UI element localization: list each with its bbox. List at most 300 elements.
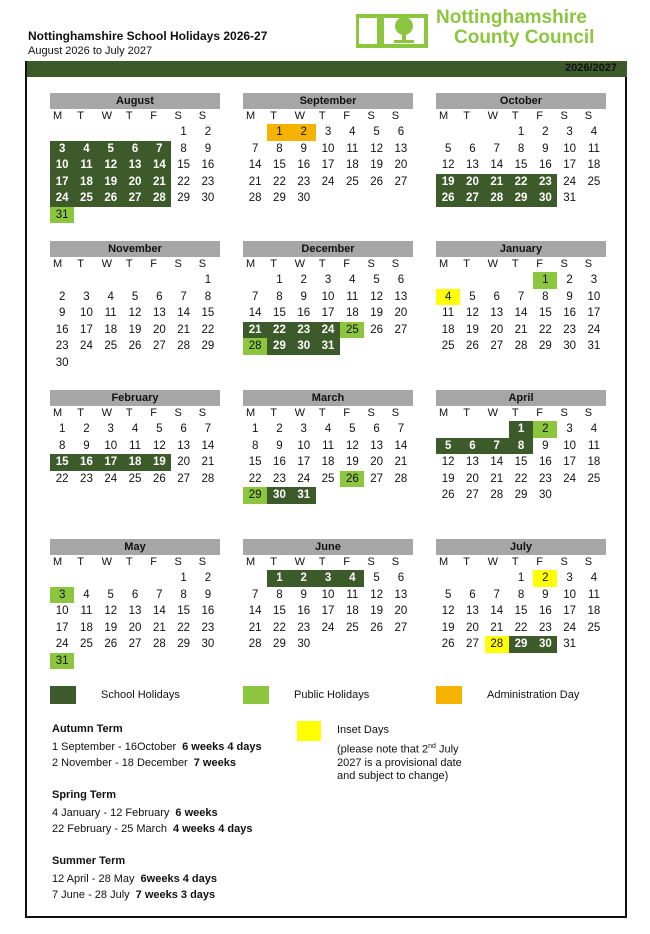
day-cell: 28 [201,472,215,485]
weekday-label: S [560,407,568,419]
day-cell: 20 [466,472,479,485]
day-cell: 7 [493,588,500,601]
day-cell: 24 [321,175,335,188]
day-grid [50,272,220,371]
day-cell: 19 [128,323,142,336]
day-cell: 14 [248,159,262,171]
day-cell: 13 [370,439,384,452]
day-cell: 27 [177,472,191,485]
month-september [243,93,413,207]
day-cell: 31 [316,338,340,355]
weekday-label: F [343,407,350,419]
day-cell: 20 [490,323,504,336]
weekday-label: M [439,258,449,270]
day-cell: 16 [74,454,98,471]
day-cell: 6 [156,290,163,303]
day-cell: 3 [590,274,598,286]
weekday-label: T [318,110,326,122]
day-cell: 8 [180,588,187,601]
weekday-label: T [511,110,519,122]
weekday-label: S [198,258,207,270]
day-cell: 10 [587,290,601,303]
month-name: October [436,93,606,109]
day-cell: 4 [590,126,598,138]
day-cell: 14 [152,605,166,617]
day-cell: 20 [394,307,408,319]
day-cell: 9 [58,307,66,319]
day-cell: 5 [436,438,460,455]
weekday-label: T [511,258,519,270]
day-cell: 12 [370,142,384,155]
day-cell: 26 [104,638,118,650]
weekday-label: W [101,110,112,122]
year-band [27,61,627,77]
weekday-label: W [294,110,305,122]
day-cell: 7 [180,290,187,303]
day-cell: 11 [322,439,335,452]
weekday-label: S [198,556,207,568]
day-grid [243,124,413,207]
term-row: 22 February - 25 March 4 weeks 4 days [52,823,253,835]
day-cell: 1 [509,421,533,438]
day-cell: 10 [563,142,577,155]
weekday-label: T [77,258,85,270]
day-cell: 7 [156,588,163,601]
day-cell: 22 [273,175,286,188]
day-cell: 24 [587,323,601,336]
day-cell: 4 [349,126,356,138]
weekday-label: S [174,110,182,122]
month-name: June [243,539,413,555]
day-cell: 5 [131,290,139,303]
day-cell: 1 [517,572,525,584]
day-cell: 27 [466,489,479,501]
day-cell: 18 [80,621,93,634]
day-cell: 25 [587,175,601,188]
day-cell: 15 [177,605,191,617]
day-cell: 28 [485,636,509,653]
day-cell: 2 [542,126,549,138]
empty-cell [50,570,74,587]
day-cell: 28 [514,340,528,352]
day-cell: 17 [563,456,577,468]
day-cell: 9 [204,142,212,155]
day-cell: 31 [292,487,316,504]
day-cell: 25 [321,472,335,485]
weekday-label: W [294,407,305,419]
weekday-header [50,257,220,272]
day-grid [436,570,606,653]
day-cell: 26 [152,472,166,485]
day-cell: 5 [373,572,380,584]
day-grid [243,421,413,504]
day-cell: 16 [201,605,215,617]
day-cell: 22 [201,323,215,336]
day-cell: 28 [243,338,267,355]
day-cell: 5 [99,141,123,158]
day-cell: 19 [441,621,455,634]
day-cell: 24 [50,190,74,207]
day-cell: 25 [345,175,359,188]
day-cell: 26 [370,175,384,188]
weekday-label: M [53,258,63,270]
day-cell: 21 [243,322,267,339]
day-cell: 11 [129,439,142,452]
day-cell: 18 [587,159,601,171]
day-cell: 19 [99,174,123,191]
term-row: 1 September - 16October 6 weeks 4 days [52,741,262,753]
day-cell: 28 [152,638,166,650]
weekday-label: S [174,258,182,270]
day-cell: 4 [349,274,356,286]
day-cell: 22 [273,621,286,634]
weekday-label: S [367,556,375,568]
day-cell: 29 [267,338,291,355]
day-cell: 13 [490,307,504,319]
day-cell: 7 [251,290,259,303]
day-cell: 6 [493,290,500,303]
day-cell: 23 [297,175,311,188]
day-cell: 30 [201,638,215,650]
day-cell: 18 [441,323,455,336]
day-cell: 4 [340,570,364,587]
day-cell: 3 [566,572,573,584]
day-cell: 10 [321,290,335,303]
day-cell: 11 [587,439,600,452]
day-grid [436,272,606,355]
weekday-label: T [125,110,133,122]
day-cell: 28 [485,190,509,207]
empty-cell [99,124,123,141]
day-cell: 5 [156,423,163,435]
empty-cell [123,272,147,289]
day-cell: 5 [469,290,476,303]
day-cell: 12 [370,588,384,601]
empty-cell [485,272,509,289]
day-cell: 6 [469,142,476,155]
day-cell: 3 [50,141,74,158]
day-cell: 6 [180,423,187,435]
day-cell: 17 [99,454,123,471]
day-cell: 6 [123,141,147,158]
day-cell: 1 [251,423,259,435]
empty-cell [243,124,267,141]
weekday-label: F [343,258,350,270]
weekday-label: T [511,556,519,568]
weekday-label: S [174,407,182,419]
weekday-label: S [584,556,593,568]
weekday-label: M [246,258,256,270]
day-cell: 5 [373,274,380,286]
day-cell: 19 [147,454,171,471]
day-cell: 7 [251,142,259,155]
weekday-header [50,406,220,421]
weekday-label: W [487,556,498,568]
day-cell: 11 [346,588,359,601]
council-logo [356,8,626,52]
day-cell: 15 [273,159,286,171]
day-cell: 13 [466,605,479,617]
empty-cell [243,570,267,587]
day-cell: 22 [177,175,191,188]
weekday-label: T [77,556,85,568]
weekday-label: S [560,110,568,122]
day-cell: 2 [83,423,90,435]
day-cell: 9 [566,290,573,303]
weekday-header [436,555,606,570]
day-cell: 18 [587,605,601,617]
day-grid [50,570,220,669]
day-cell: 24 [321,621,335,634]
empty-cell [123,570,147,587]
day-cell: 3 [566,126,573,138]
day-cell: 15 [50,454,74,471]
weekday-label: W [487,258,498,270]
day-cell: 23 [533,174,557,191]
empty-cell [147,124,171,141]
day-cell: 22 [538,323,552,336]
day-cell: 16 [538,456,552,468]
day-cell: 3 [324,274,332,286]
day-cell: 21 [394,456,408,468]
term-summer [52,855,217,905]
day-cell: 27 [394,175,408,188]
weekday-label: M [53,110,63,122]
day-cell: 15 [514,456,528,468]
day-cell: 13 [466,159,479,171]
day-cell: 4 [590,423,598,435]
weekday-label: M [246,110,256,122]
day-cell: 21 [248,175,262,188]
day-cell: 22 [55,472,69,485]
day-cell: 8 [509,438,533,455]
empty-cell [243,272,267,289]
empty-cell [436,272,460,289]
day-cell: 8 [276,142,283,155]
day-cell: 21 [201,456,215,468]
day-cell: 7 [485,438,509,455]
month-june [243,539,413,653]
month-name: February [50,390,220,406]
day-cell: 28 [147,190,171,207]
weekday-label: S [391,110,400,122]
day-cell: 27 [394,323,408,336]
day-cell: 23 [201,175,215,188]
day-cell: 12 [104,605,118,617]
day-cell: 2 [58,290,66,303]
day-cell: 16 [273,456,286,468]
month-july [436,539,606,653]
day-cell: 26 [99,190,123,207]
day-cell: 8 [517,588,525,601]
day-cell: 2 [204,572,212,584]
page-subtitle: August 2026 to July 2027 [28,45,153,57]
day-cell: 7 [147,141,171,158]
weekday-label: S [174,556,182,568]
empty-cell [460,570,484,587]
day-cell: 19 [370,307,384,319]
day-cell: 25 [345,621,359,634]
day-cell: 20 [152,323,166,336]
weekday-label: F [150,556,157,568]
day-cell: 30 [538,489,552,501]
day-cell: 8 [542,290,549,303]
day-cell: 25 [587,621,601,634]
term-autumn [52,723,262,773]
day-cell: 4 [107,290,114,303]
day-cell: 8 [276,588,283,601]
day-cell: 28 [177,340,191,352]
day-cell: 21 [147,174,171,191]
weekday-header [243,555,413,570]
logo-line-2: County Council [454,27,595,48]
day-cell: 9 [300,588,307,601]
day-cell: 12 [152,439,166,452]
day-cell: 21 [485,174,509,191]
day-cell: 17 [80,323,93,336]
day-cell: 26 [466,340,479,352]
day-cell: 16 [538,159,552,171]
day-cell: 2 [533,570,557,587]
empty-cell [485,124,509,141]
day-cell: 3 [83,290,90,303]
day-cell: 30 [533,636,557,653]
month-name: April [436,390,606,406]
day-cell: 15 [248,456,262,468]
legend-label-inset-days: Inset Days [337,724,389,736]
day-cell: 24 [563,472,577,485]
day-cell: 8 [58,439,66,452]
empty-cell [147,570,171,587]
empty-cell [460,124,484,141]
day-cell: 24 [55,638,69,650]
day-cell: 13 [466,456,479,468]
empty-cell [485,570,509,587]
month-august [50,93,220,223]
empty-cell [147,272,171,289]
empty-cell [74,272,98,289]
empty-cell [171,272,195,289]
day-cell: 28 [248,638,262,650]
month-name: January [436,241,606,257]
day-cell: 12 [345,439,359,452]
day-cell: 19 [370,159,384,171]
weekday-label: T [77,110,85,122]
weekday-label: W [294,556,305,568]
day-cell: 3 [300,423,307,435]
day-cell: 17 [563,605,577,617]
day-cell: 14 [490,605,504,617]
day-cell: 4 [324,423,332,435]
day-cell: 14 [201,439,215,452]
day-cell: 11 [442,307,455,319]
day-cell: 13 [394,290,408,303]
day-cell: 3 [316,570,340,587]
day-cell: 5 [373,126,380,138]
day-cell: 14 [177,307,191,319]
day-cell: 30 [533,190,557,207]
day-cell: 25 [128,472,142,485]
day-cell: 12 [370,290,384,303]
month-october [436,93,606,207]
month-march [243,390,413,504]
month-name: July [436,539,606,555]
day-cell: 21 [514,323,528,336]
weekday-label: F [536,110,543,122]
weekday-header [436,257,606,272]
day-cell: 16 [201,159,215,171]
weekday-label: T [318,556,326,568]
day-cell: 27 [370,472,384,485]
day-cell: 29 [509,190,533,207]
day-cell: 20 [466,621,479,634]
weekday-label: S [391,556,400,568]
empty-cell [99,570,123,587]
day-cell: 25 [104,340,118,352]
day-cell: 9 [542,439,549,452]
weekday-label: F [343,556,350,568]
day-cell: 9 [542,142,549,155]
weekday-label: F [150,407,157,419]
day-cell: 15 [514,605,528,617]
day-cell: 18 [321,456,335,468]
weekday-label: W [101,407,112,419]
year-label: 2026/2027 [565,62,617,74]
day-cell: 12 [441,605,455,617]
day-cell: 29 [243,487,267,504]
day-cell: 17 [563,159,577,171]
weekday-label: F [150,258,157,270]
day-cell: 31 [50,207,74,224]
weekday-label: W [294,258,305,270]
day-cell: 19 [441,472,455,485]
month-name: November [50,241,220,257]
day-cell: 28 [490,489,504,501]
day-cell: 10 [55,605,69,617]
day-cell: 21 [248,621,262,634]
weekday-label: S [367,258,375,270]
day-cell: 26 [370,621,384,634]
day-cell: 26 [340,471,364,488]
day-cell: 26 [436,190,460,207]
day-cell: 16 [297,605,311,617]
weekday-label: S [367,407,375,419]
day-cell: 17 [321,159,335,171]
empty-cell [509,272,533,289]
weekday-label: T [77,407,85,419]
day-cell: 6 [397,572,405,584]
weekday-header [243,406,413,421]
day-cell: 2 [533,421,557,438]
day-cell: 18 [345,159,359,171]
day-cell: 2 [276,423,283,435]
day-cell: 29 [273,192,286,204]
day-cell: 3 [566,423,573,435]
day-cell: 29 [177,638,191,650]
day-cell: 2 [566,274,573,286]
weekday-label: S [560,556,568,568]
day-cell: 8 [517,142,525,155]
weekday-label: F [536,258,543,270]
day-cell: 10 [563,588,577,601]
day-cell: 30 [297,638,311,650]
day-cell: 18 [587,456,601,468]
month-december [243,241,413,355]
day-cell: 31 [563,192,577,204]
day-cell: 26 [370,323,384,336]
day-cell: 6 [469,588,476,601]
day-cell: 24 [297,472,311,485]
